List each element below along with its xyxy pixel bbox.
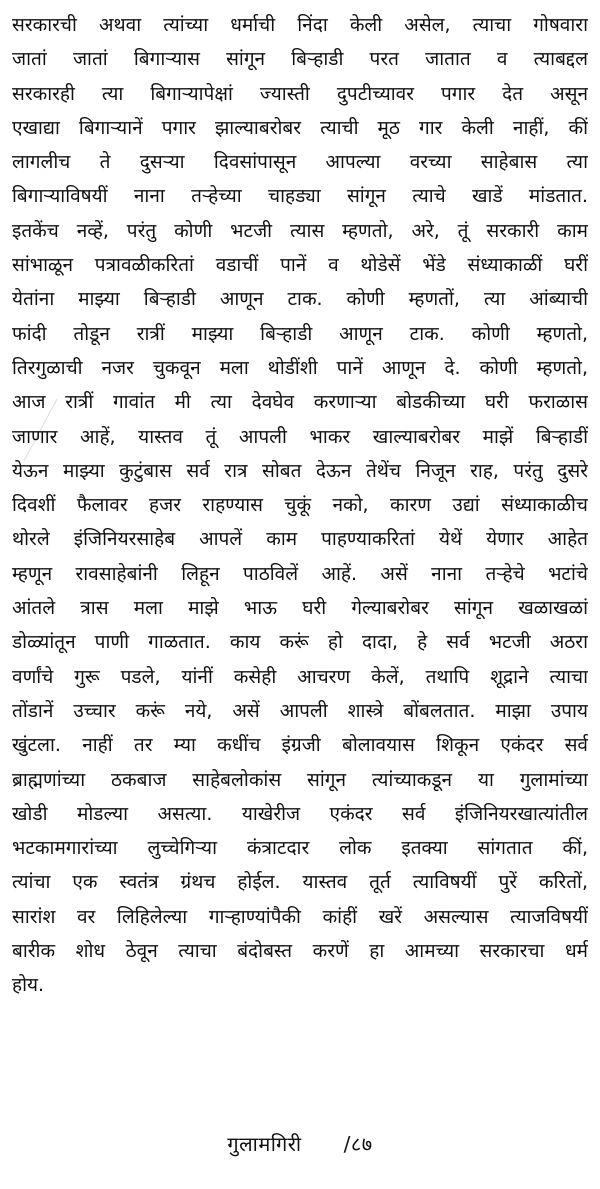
text-line: डोळ्यांतून पाणी गाळतात. काय करूं हो दादा, हे सर्व भटजी अठरा bbox=[12, 631, 588, 654]
text-line: बिगाऱ्याविषयीं नाना तऱ्हेच्या चाहड्या सांगून त्याचे खाडें मांडतात. bbox=[12, 185, 588, 208]
book-title: गुलामगिरी bbox=[227, 1132, 302, 1156]
text-line: थोरले इंजिनियरसाहेब आपलें काम पाहण्याकरितां येथें येणार आहेत bbox=[12, 528, 588, 551]
text-line: सांभाळून पत्रावळीकरितां वडाचीं पानें व थोडेसें भेंडे संध्याकाळीं घरीं bbox=[12, 254, 588, 277]
text-line: भटकामगारांच्या लुच्चेगिऱ्या कंत्राटदार लोक इतक्या सांगतात कीं, bbox=[12, 837, 588, 860]
text-line: जातां जातां बिगाऱ्यास सांगून बिऱ्हाडी परत जातात व त्याबद्दल bbox=[12, 48, 588, 71]
text-line: दिवशीं फैलावर हजर राहण्यास चुकूं नको, कारण उद्यां संध्याकाळीच bbox=[12, 494, 588, 517]
text-line: सरकारची अथवा त्यांच्या धर्माची निंदा केली असेल, त्याचा गोषवारा bbox=[12, 14, 588, 36]
body-text bbox=[12, 8, 588, 1003]
text-line: सारांश वर लिहिलेल्या गाऱ्हाण्यांपैकी कांहीं खरें असल्यास त्याजविषयीं bbox=[12, 905, 588, 928]
text-line: म्हणून रावसाहेबांनी लिहून पाठविलें आहें. असें नाना तऱ्हेचे भटांचे bbox=[12, 562, 588, 585]
text-line: आंतले त्रास मला माझे भाऊ घरी गेल्याबरोबर सांगून खळाखळां bbox=[12, 597, 588, 620]
text-line: त्यांचा एक स्वतंत्र ग्रंथच होईल. यास्तव तूर्त त्याविषयीं पुरें करितों, bbox=[12, 871, 588, 894]
page-footer bbox=[0, 1130, 600, 1157]
text-line: होय. bbox=[12, 974, 45, 997]
text-line: बारीक शोध ठेवून त्याचा बंदोबस्त करणें हा आमच्या सरकारचा धर्म bbox=[12, 940, 588, 963]
text-line: लागलीच ते दुसऱ्या दिवसांपासून आपल्या वरच्या साहेबास त्या bbox=[12, 151, 588, 174]
page-number: /८७ bbox=[343, 1132, 373, 1156]
text-line: खुंटला. नाहीं तर म्या कधींच इंग्रजी बोलावयास शिकून एकंदर सर्व bbox=[12, 734, 588, 757]
text-line: सरकारही त्या बिगाऱ्यापेक्षां ज्यास्ती दुपटीच्यावर पगार देत असून bbox=[12, 82, 588, 105]
text-line: येऊन माझ्या कुटुंबास सर्व रात्र सोबत देऊन तेथेंच निजून राह, परंतु दुसरे bbox=[12, 459, 588, 482]
text-line: वर्णांचे गुरू पडले, यांनीं कसेही आचरण केलें, तथापि शूद्राने त्याचा bbox=[12, 665, 588, 688]
text-line: खोडी मोडल्या असत्या. याखेरीज एकंदर सर्व इंजिनियरखात्यांतील bbox=[12, 802, 588, 825]
text-line: तिरगुळाची नजर चुकवून मला थोडींशी पानें आणून दे. कोणी म्हणतो, bbox=[12, 356, 588, 379]
text-line: ब्राह्मणांच्या ठकबाज साहेबलोकांस सांगून त्यांच्याकडून या गुलामांच्या bbox=[12, 768, 588, 791]
text-line: एखाद्या बिगाऱ्यानें पगार झाल्याबरोबर त्याची मूठ गार केली नाहीं, कीं bbox=[12, 116, 588, 139]
text-line: तोंडानें उच्चार करूं नये, असें आपली शास्त्रे बोंबलतात. माझा उपाय bbox=[12, 699, 588, 722]
text-line: येतांना माझ्या बिऱ्हाडी आणून टाक. कोणी म्हणतों, त्या आंब्याची bbox=[12, 288, 588, 311]
text-line: इतकेंच नव्हें, परंतु कोणी भटजी त्यास म्हणतो, अरे, तूं सरकारी काम bbox=[12, 219, 588, 242]
text-line: फांदी तोडून रात्रीं माझ्या बिऱ्हाडी आणून टाक. कोणी म्हणतो, bbox=[12, 322, 588, 345]
text-line: आज रात्रीं गावांत मी त्या देवघेव करणाऱ्या बोडकीच्या घरी फराळास bbox=[12, 391, 588, 414]
text-line: जाणार आहें, यास्तव तूं आपली भाकर खाल्याबरोबर माझें बिऱ्हाडीं bbox=[12, 425, 588, 448]
